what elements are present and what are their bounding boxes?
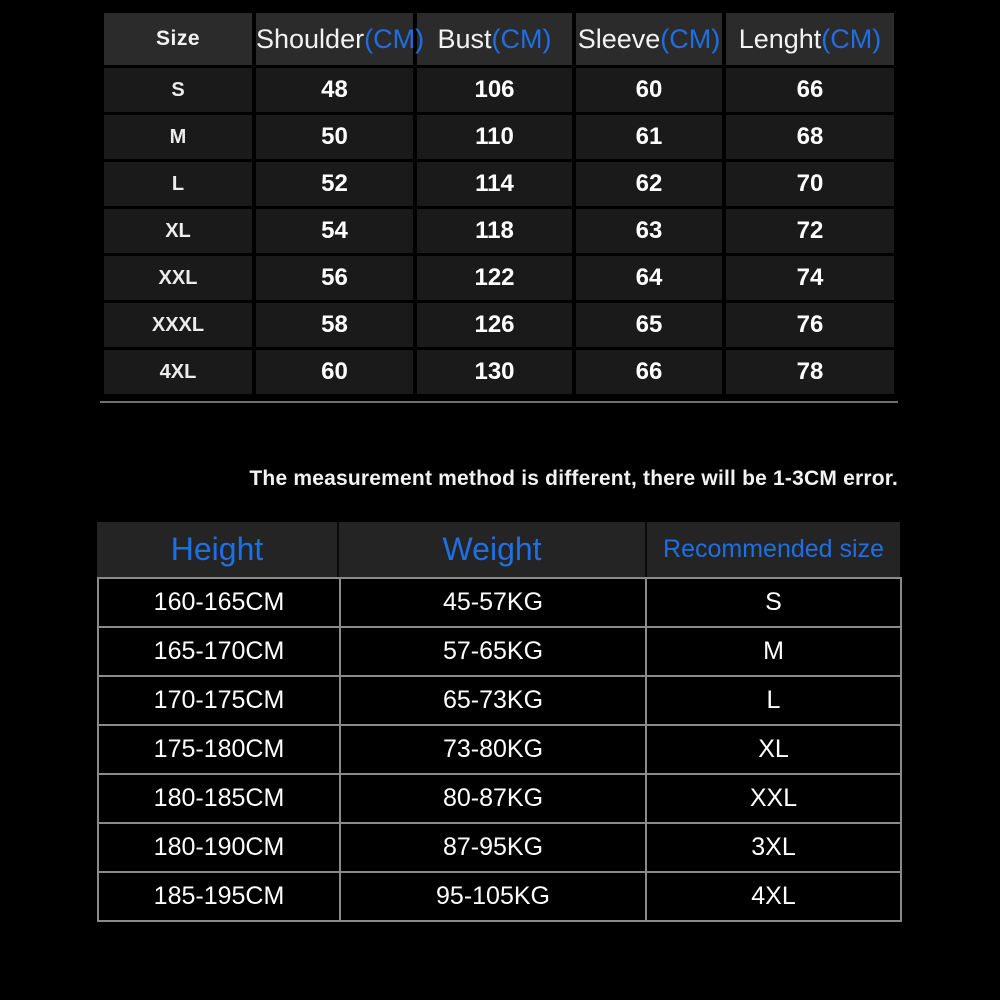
size-value-cell: 74 [726,256,894,300]
size-table-row [104,256,894,300]
size-table-col-header-bust [417,13,572,65]
size-value-cell: 61 [576,115,722,159]
size-value-cell: 60 [576,68,722,112]
col-header-label: Bust [437,23,492,54]
size-value-cell: 76 [726,303,894,347]
size-value-cell: 130 [417,350,572,394]
size-table-col-header-length [726,13,894,65]
size-table-row [104,115,894,159]
fit-table-body [97,577,902,922]
size-table-col-header-sleeve [576,13,722,65]
size-value-cell: 64 [576,256,722,300]
fit-table-rows [98,578,901,921]
size-value-cell: 106 [417,68,572,112]
size-table-row [104,303,894,347]
size-value-cell: 56 [256,256,413,300]
fit-recommended-cell: XXL [646,774,901,823]
size-value-cell: 54 [256,209,413,253]
size-value-cell: 66 [726,68,894,112]
fit-height-cell: 170-175CM [98,676,340,725]
size-value-cell: 70 [726,162,894,206]
size-table [100,10,898,397]
size-label-cell: XXL [104,256,252,300]
size-value-cell: 63 [576,209,722,253]
fit-weight-cell: 95-105KG [340,872,646,921]
fit-table [97,522,900,922]
size-label-cell: XXXL [104,303,252,347]
fit-recommended-cell: L [646,676,901,725]
size-value-cell: 58 [256,303,413,347]
col-header-unit-label: (CM) [821,23,882,54]
size-value-cell: 114 [417,162,572,206]
col-header-unit-label: (CM) [660,23,721,54]
fit-table-row [98,627,901,676]
fit-recommended-cell: 3XL [646,823,901,872]
fit-table-row [98,578,901,627]
size-value-cell: 50 [256,115,413,159]
fit-table-row [98,774,901,823]
size-label-cell: XL [104,209,252,253]
size-label-cell: S [104,68,252,112]
fit-weight-cell: 57-65KG [340,627,646,676]
size-label-cell: M [104,115,252,159]
fit-table-row [98,823,901,872]
size-value-cell: 60 [256,350,413,394]
size-value-cell: 118 [417,209,572,253]
col-header-label: Sleeve [577,23,661,54]
fit-table-header-row [97,522,900,577]
size-table-body [104,68,894,394]
fit-weight-cell: 65-73KG [340,676,646,725]
col-header-unit-label: (CM) [364,23,425,54]
size-value-cell: 62 [576,162,722,206]
size-table-row [104,162,894,206]
size-value-cell: 65 [576,303,722,347]
fit-height-cell: 180-190CM [98,823,340,872]
size-table-bottom-divider [100,401,898,403]
fit-table-row [98,676,901,725]
size-table-col-header-size [104,13,252,65]
fit-table-col-header-0: Height [170,531,264,567]
col-header-label: Lenght [738,23,822,54]
fit-table-row [98,725,901,774]
col-header-label: Size [155,27,201,50]
fit-weight-cell: 80-87KG [340,774,646,823]
size-value-cell: 122 [417,256,572,300]
fit-recommended-cell: 4XL [646,872,901,921]
size-table-row [104,209,894,253]
fit-recommended-cell: XL [646,725,901,774]
col-header-unit-label: (CM) [491,23,552,54]
size-value-cell: 78 [726,350,894,394]
size-table-row [104,350,894,394]
size-table-col-header-shoulder [256,13,425,65]
fit-weight-cell: 73-80KG [340,725,646,774]
fit-height-cell: 180-185CM [98,774,340,823]
size-value-cell: 66 [576,350,722,394]
col-header-label: Shoulder [256,23,365,54]
fit-height-cell: 165-170CM [98,627,340,676]
measurement-note: The measurement method is different, there will be 1-3CM error. [249,467,898,490]
fit-table-row [98,872,901,921]
size-label-cell: 4XL [104,350,252,394]
size-label-cell: L [104,162,252,206]
fit-recommended-cell: S [646,578,901,627]
size-value-cell: 126 [417,303,572,347]
fit-weight-cell: 87-95KG [340,823,646,872]
fit-height-cell: 185-195CM [98,872,340,921]
fit-height-cell: 160-165CM [98,578,340,627]
fit-weight-cell: 45-57KG [340,578,646,627]
fit-table-col-header-2: Recommended size [645,522,900,577]
size-table-header-row [104,13,894,65]
size-table-row [104,68,894,112]
size-value-cell: 48 [256,68,413,112]
size-value-cell: 110 [417,115,572,159]
fit-table-col-header-1: Weight [337,522,645,577]
fit-recommended-cell: M [646,627,901,676]
size-value-cell: 52 [256,162,413,206]
fit-height-cell: 175-180CM [98,725,340,774]
size-value-cell: 68 [726,115,894,159]
size-value-cell: 72 [726,209,894,253]
